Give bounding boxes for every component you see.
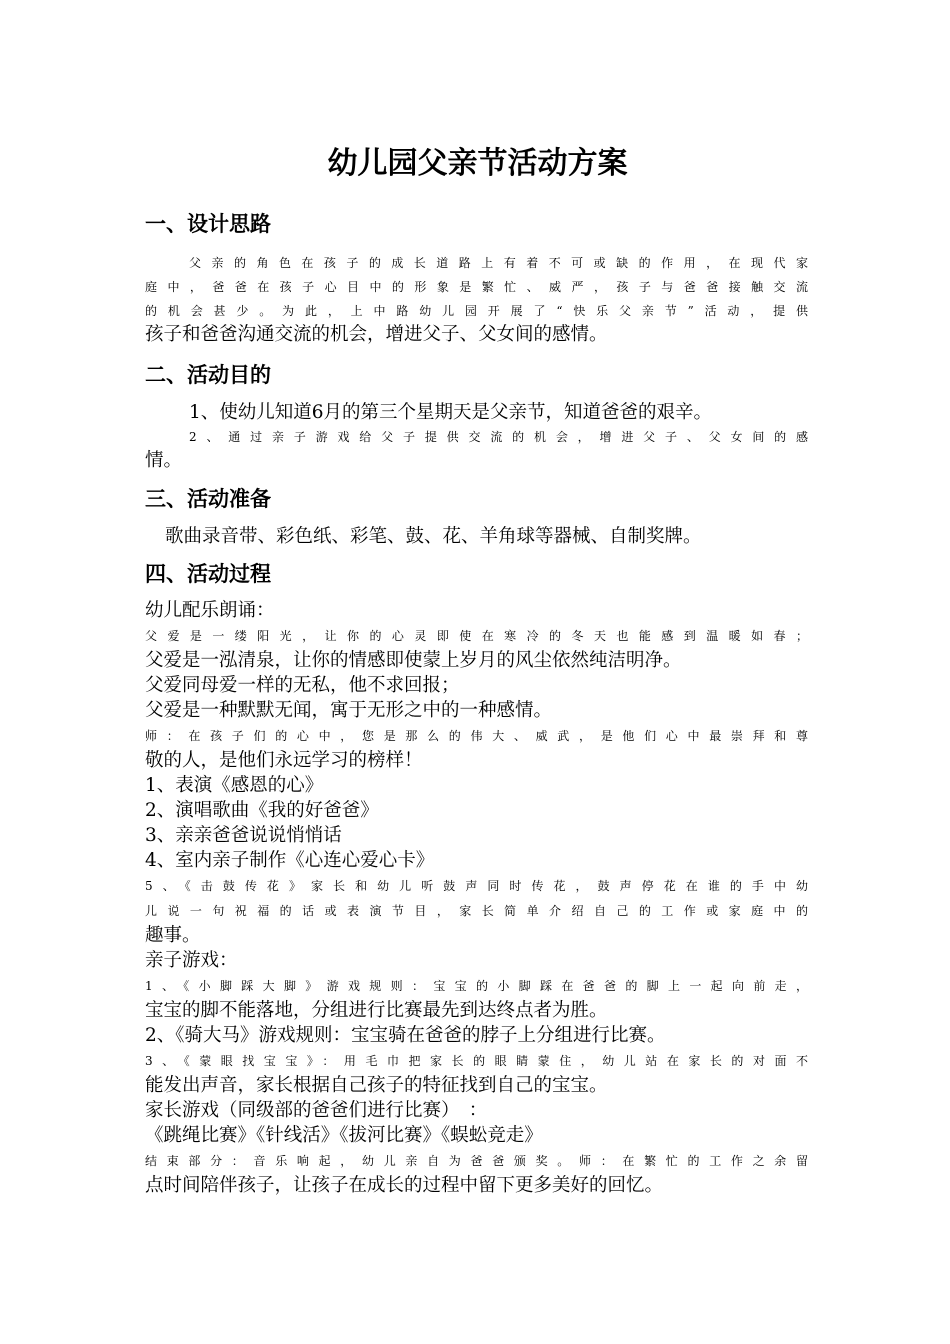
paragraph-line: 亲子游戏： (145, 950, 238, 971)
list-item: 3、《蒙眼找宝宝》：用毛巾把家长的眼睛蒙住，幼儿站在家长的对面不 (145, 1054, 808, 1068)
paragraph-line: 儿说一句祝福的话或表演节目，家长简单介绍自己的工作或家庭中的 (145, 904, 808, 918)
paragraph-line: 父爱是一种默默无闻，寓于无形之中的一种感情。 (145, 700, 553, 721)
paragraph-line: 父爱同母爱一样的无私，他不求回报； (145, 675, 460, 696)
section-heading-design: 一、设计思路 (145, 212, 271, 236)
list-item: 1、《小脚踩大脚》游戏规则：宝宝的小脚踩在爸爸的脚上一起向前走， (145, 979, 808, 993)
list-item: 5、《击鼓传花》家长和幼儿听鼓声同时传花，鼓声停花在谁的手中幼 (145, 879, 808, 893)
paragraph-line: 歌曲录音带、彩色纸、彩笔、鼓、花、羊角球等器械、自制奖牌。 (165, 526, 702, 547)
paragraph-line: 孩子和爸爸沟通交流的机会，增进父子、父女间的感情。 (145, 324, 608, 345)
paragraph-line: 家长游戏（同级部的爸爸们进行比赛） ： (145, 1100, 488, 1121)
paragraph-line: 1、使幼儿知道6月的第三个星期天是父亲节，知道爸爸的艰辛。 (189, 402, 713, 423)
paragraph-line: 的机会甚少。为此，上中路幼儿园开展了“快乐父亲节”活动，提供 (145, 304, 808, 318)
list-item: 3、亲亲爸爸说说悄悄话 (145, 825, 342, 846)
section-heading-goals: 二、活动目的 (145, 363, 271, 387)
document-title: 幼儿园父亲节活动方案 (327, 146, 628, 181)
paragraph-line: 庭中，爸爸在孩子心目中的形象是繁忙、威严，孩子与爸爸接触交流 (145, 280, 808, 294)
paragraph-line: 《跳绳比赛》《针线活》《拔河比赛》《蜈蚣竞走》 (145, 1125, 543, 1146)
section-heading-preparation: 三、活动准备 (145, 487, 271, 511)
paragraph-line: 情。 (145, 450, 183, 471)
paragraph-line: 幼儿配乐朗诵： (145, 600, 275, 621)
paragraph-line: 师：在孩子们的心中，您是那么的伟大、威武，是他们心中最崇拜和尊 (145, 729, 808, 743)
paragraph-line: 父爱是一泓清泉，让你的情感即使蒙上岁月的风尘依然纯洁明净。 (145, 650, 682, 671)
paragraph-line: 点时间陪伴孩子，让孩子在成长的过程中留下更多美好的回忆。 (145, 1175, 664, 1196)
paragraph-line: 结束部分：音乐响起，幼儿亲自为爸爸颁奖。师：在繁忙的工作之余留 (145, 1154, 808, 1168)
paragraph-line: 2、通过亲子游戏给父子提供交流的机会，增进父子、父女间的感 (189, 430, 808, 444)
section-heading-process: 四、活动过程 (145, 562, 271, 586)
paragraph-line: 父爱是一缕阳光，让你的心灵即使在寒冷的冬天也能感到温暖如春； (145, 629, 808, 643)
list-item: 1、表演《感恩的心》 (145, 775, 324, 796)
paragraph-line: 趣事。 (145, 925, 201, 946)
list-item: 2、《骑大马》游戏规则：宝宝骑在爸爸的脖子上分组进行比赛。 (145, 1025, 666, 1046)
paragraph-line: 能发出声音，家长根据自己孩子的特征找到自己的宝宝。 (145, 1075, 608, 1096)
list-item: 2、演唱歌曲《我的好爸爸》 (145, 800, 379, 821)
paragraph-line: 宝宝的脚不能落地，分组进行比赛最先到达终点者为胜。 (145, 1000, 608, 1021)
list-item: 4、室内亲子制作《心连心爱心卡》 (145, 850, 435, 871)
paragraph-line: 父亲的角色在孩子的成长道路上有着不可或缺的作用，在现代家 (189, 256, 808, 270)
paragraph-line: 敬的人，是他们永远学习的榜样！ (145, 750, 423, 771)
